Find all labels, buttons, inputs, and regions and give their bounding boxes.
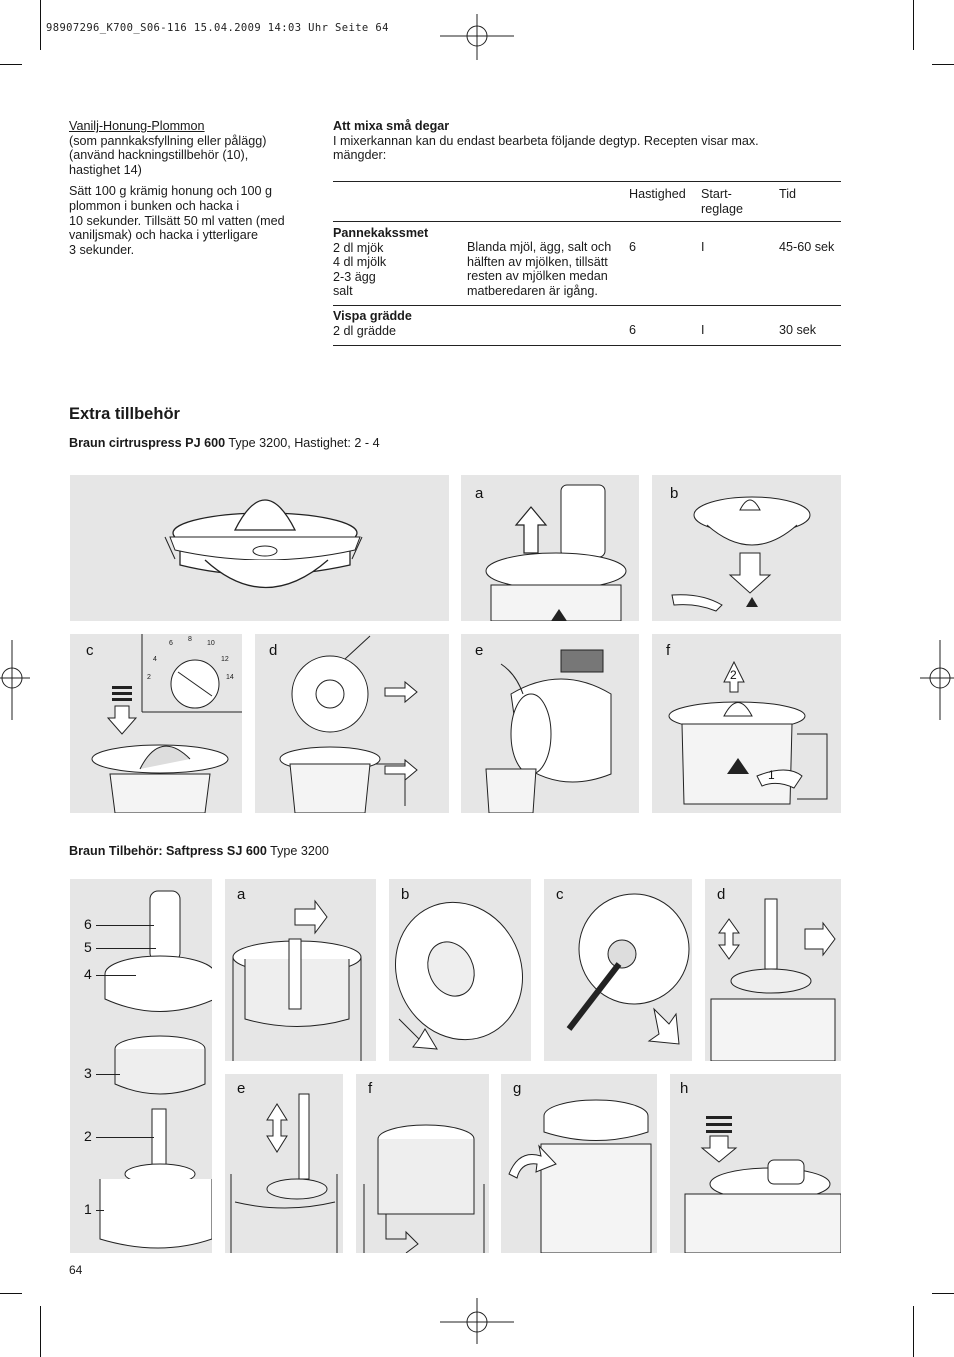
crop-mark <box>0 64 22 65</box>
recipe-note-line: (använd hackningstillbehör (10), <box>69 148 249 163</box>
citrus-spec: Type 3200, Hastighet: 2 - 4 <box>225 436 380 450</box>
panel-label: d <box>717 886 726 903</box>
panel-label: e <box>237 1080 246 1097</box>
panel-label: f <box>368 1080 373 1097</box>
ingredient: 2 dl mjök <box>333 240 384 255</box>
part-number: 2 <box>84 1128 92 1144</box>
juicer-name: Braun Tilbehör: Saftpress SJ 600 <box>69 844 267 858</box>
registration-mark-left <box>0 640 30 720</box>
crop-mark <box>0 1293 22 1294</box>
speed-dial-label: 12 <box>221 656 229 663</box>
part-number: 3 <box>84 1065 92 1081</box>
juicer-step-d-drawing <box>705 879 841 1061</box>
mix-intro-line: mängder: <box>333 148 387 163</box>
mix-intro <box>333 119 843 163</box>
table-rule <box>333 345 841 346</box>
row-start: I <box>701 323 705 337</box>
citrus-step-c <box>70 634 242 813</box>
registration-mark-top <box>440 14 514 60</box>
ingredient: 2-3 ägg <box>333 269 376 284</box>
row-speed: 6 <box>629 240 637 254</box>
panel-label: c <box>86 642 94 659</box>
crop-mark <box>913 0 914 50</box>
juicer-step-c <box>544 879 692 1061</box>
juicer-subheading <box>69 844 329 859</box>
registration-mark-bottom <box>440 1298 514 1344</box>
juicer-step-e <box>225 1074 343 1253</box>
juicer-step-g <box>501 1074 657 1253</box>
ingredient: 4 dl mjölk <box>333 255 387 270</box>
recipe-note-line: (som pannkaksfyllning eller pålägg) <box>69 133 267 148</box>
method-line: Blanda mjöl, ägg, salt och <box>467 240 612 254</box>
speed-dial-label: 8 <box>188 636 192 643</box>
leader-line <box>96 1074 120 1075</box>
crop-mark <box>40 1306 41 1357</box>
crop-mark <box>40 0 41 50</box>
ingredient: salt <box>333 284 353 299</box>
table-row <box>333 309 463 338</box>
section-heading: Extra tillbehör <box>69 405 180 423</box>
mix-intro-line: I mixerkannan kan du endast bearbeta följande degtyp. Recepten visar max. <box>333 133 759 148</box>
juicer-step-f <box>356 1074 489 1253</box>
recipe-body-line: Sätt 100 g krämig honung och 100 g <box>69 184 273 199</box>
recipe-body-line: vaniljsmak) och hacka i ytterligare <box>69 228 258 243</box>
table-rule <box>333 181 841 182</box>
citrus-subheading <box>69 436 380 451</box>
leader-line <box>96 975 136 976</box>
row-time: 30 sek <box>779 323 817 337</box>
citrus-step-e <box>461 634 639 813</box>
recipe-body-line: 3 sekunder. <box>69 242 135 257</box>
juicer-step-a <box>225 879 376 1061</box>
row-start: I <box>701 240 705 254</box>
mix-title: Att mixa små degar <box>333 119 450 133</box>
panel-label: b <box>670 485 679 502</box>
citrus-step-a <box>461 475 639 621</box>
leader-line <box>96 948 156 949</box>
row-speed: 6 <box>629 323 637 337</box>
print-slug: 98907296_K700_S06-116 15.04.2009 14:03 Uhr Seite 64 <box>46 22 389 34</box>
crop-mark <box>932 1293 954 1294</box>
speed-dial-label: 10 <box>207 640 215 647</box>
juicer-step-d <box>705 879 841 1061</box>
leader-line <box>96 1137 154 1138</box>
method-line: matberedaren är igång. <box>467 283 598 298</box>
part-number: 4 <box>84 966 92 982</box>
row-method <box>467 240 629 298</box>
crop-mark <box>913 1306 914 1357</box>
juicer-step-b <box>389 879 531 1061</box>
citrus-step-f-drawing <box>652 634 841 813</box>
citrus-step-b <box>652 475 841 621</box>
panel-label: a <box>237 886 246 903</box>
citrus-step-a-drawing <box>461 475 639 621</box>
panel-label: h <box>680 1080 689 1097</box>
recipe-title: Vanilj-Honung-Plommon <box>69 119 205 133</box>
juicer-step-h <box>670 1074 841 1253</box>
table-header-start-line: Start- <box>701 187 732 201</box>
juicer-step-h-drawing <box>670 1074 841 1253</box>
speed-dial-label: 4 <box>153 656 157 663</box>
citrus-step-b-drawing <box>652 475 841 621</box>
juicer-spec: Type 3200 <box>266 844 329 858</box>
table-header-time: Tid <box>779 187 797 201</box>
panel-label: f <box>666 642 671 659</box>
citrus-step-d-drawing <box>255 634 449 813</box>
row-name: Vispa grädde <box>333 309 412 323</box>
part-number: 1 <box>84 1201 92 1217</box>
page-number: 64 <box>69 1263 83 1277</box>
method-line: resten av mjölken medan <box>467 269 608 284</box>
panel-label: g <box>513 1080 522 1097</box>
row-time: 45-60 sek <box>779 240 835 254</box>
table-rule <box>333 305 841 306</box>
part-number: 5 <box>84 939 92 955</box>
speed-dial-label: 2 <box>147 674 151 681</box>
recipe-body-line: 10 sekunder. Tillsätt 50 ml vatten (med <box>69 213 285 228</box>
ingredient: 2 dl grädde <box>333 323 397 338</box>
juicer-step-b-drawing <box>389 879 531 1061</box>
juicer-step-f-drawing <box>356 1074 489 1253</box>
citrus-press-drawing <box>70 475 449 621</box>
juicer-step-c-drawing <box>544 879 692 1061</box>
juicer-step-a-drawing <box>225 879 376 1061</box>
speed-dial-label: 6 <box>169 640 173 647</box>
table-row <box>333 226 463 299</box>
citrus-step-e-drawing <box>461 634 639 813</box>
table-header-start-line: reglage <box>701 201 744 216</box>
panel-label: d <box>269 642 278 659</box>
recipe-note-line: hastighet 14) <box>69 162 142 177</box>
table-header-start <box>701 187 743 216</box>
panel-label: e <box>475 642 484 659</box>
registration-mark-right <box>920 640 954 720</box>
recipe-block <box>69 119 319 257</box>
panel-label: c <box>556 886 564 903</box>
row-name: Pannekakssmet <box>333 226 429 240</box>
juicer-exploded-view <box>70 879 212 1253</box>
leader-line <box>96 925 154 926</box>
part-number: 6 <box>84 916 92 932</box>
citrus-step-f <box>652 634 841 813</box>
leader-line <box>96 1210 104 1211</box>
crop-mark <box>932 64 954 65</box>
speed-dial-label: 14 <box>226 674 234 681</box>
table-header-speed: Hastighed <box>629 187 686 201</box>
callout-number: 2 <box>730 668 737 682</box>
table-rule <box>333 221 841 222</box>
recipe-body-line: plommon i bunken och hacka i <box>69 198 240 213</box>
citrus-main-illustration <box>70 475 449 621</box>
juicer-step-e-drawing <box>225 1074 343 1253</box>
panel-label: a <box>475 485 484 502</box>
juicer-step-g-drawing <box>501 1074 657 1253</box>
citrus-step-d <box>255 634 449 813</box>
method-line: hälften av mjölken, tillsätt <box>467 254 608 269</box>
citrus-name: Braun cirtruspress PJ 600 <box>69 436 226 450</box>
callout-number: 1 <box>768 768 775 782</box>
panel-label: b <box>401 886 410 903</box>
